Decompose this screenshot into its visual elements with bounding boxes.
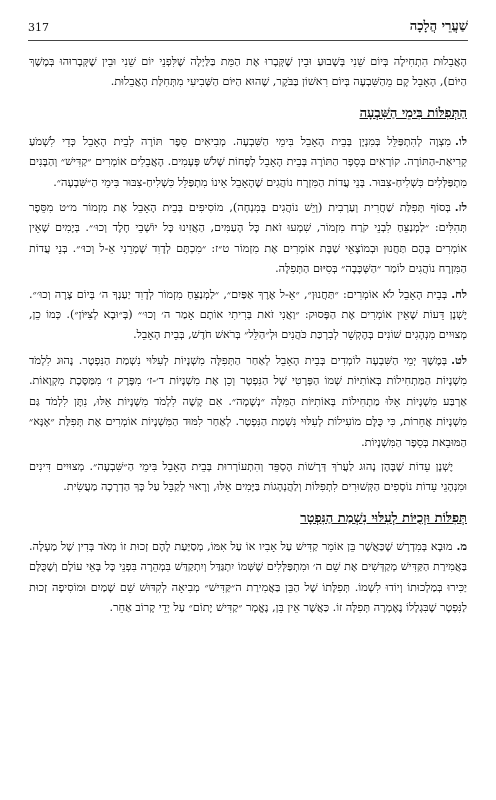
paragraph-text: בְּמֶשֶׁךְ יְמֵי הַשִּׁבְעָה לוֹמְדִים בְּבֵית הָאָבֵל לְאַחַר הַתְּפִלָּה מִשְׁנָיוֹת לְעִלּוּי נִשְׁמַת הַנִּפְטָר. נָהוּג לִלְמֹד מִשְׁנָיוֹת הַמַּתְחִילוֹת בְּאוֹתִיּוֹת שְׁמוֹ הַפְּרָטִי שֶׁל הַנִּפְטָר וְכֵן אֶת מִשְׁנָיוֹת ד׳-ז׳ מִפֶּרֶק ז׳ מִמַּסֶּכֶת מִקְוָאוֹת. אַרְבַּע מִשְׁנָיוֹת אֵלּוּ מַתְחִילוֹת בְּאוֹתִיּוֹת הַמִּלָּה ״נְשָׁמָה״. אִם קָשֶׁה לִלְמֹד מִשְׁנָיוֹת אֵלּוּ, נִתָּן לִלְמֹד גַּם מִשְׁנָיוֹת אֲחֵרוֹת, כִּי כֻּלָּם מוֹעִילוֹת לְעִלּוּי נִשְׁמַת הַנִּפְטָר. לְאַחַר לִמּוּד הַמִּשְׁנָיוֹת אוֹמְרִים אֶת תְּפִלַּת ״אָנָּא״ הַמּוּבֵאת בְּסֵפֶר הַמִּשְׁנָיוֹת. bbox=[29, 353, 467, 449]
page-body bbox=[29, 52, 467, 622]
paragraph-number: לט. bbox=[451, 352, 467, 367]
paragraph-number: מ. bbox=[456, 538, 467, 553]
paragraph bbox=[29, 197, 467, 280]
paragraph-text: בְּבֵית הָאָבֵל לֹא אוֹמְרִים: ״תַּחֲנוּן״, ״אֵ-ל אֶרֶךְ אַפַּיִם״, ״לַמְנַצֵּחַ מִזְמוֹר לְדָוִד יַעַנְךָ ה׳ בְּיוֹם צָרָה וְכוּ׳״. יֶשְׁנָן דֵּעוֹת שֶׁאֵין אוֹמְרִים אֶת הַפָּסוּק: ״וַאֲנִי זֹאת בְּרִיתִי אוֹתָם אָמַר ה׳ וְכוּ׳״ (בְּ״וּבָא לְצִיּוֹן״). כְּמוֹ כֵן, מְצוּיִים מִנְהָגִים שׁוֹנִים בְּהֶקְשֵׁר לְבִרְכַּת כֹּהֲנִים וּלְ״הַלֵּל״ בְּרֹאשׁ חֹדֶשׁ, בְּבֵית הָאָבֵל. bbox=[29, 287, 467, 342]
paragraph bbox=[29, 536, 467, 619]
paragraph bbox=[29, 284, 467, 346]
paragraph-number: לז. bbox=[454, 200, 467, 215]
paragraph-text: מוּבָא בְּמִדְרָשׁ שֶׁכַּאֲשֶׁר בֵּן אוֹמֵר קַדִּישׁ עַל אָבִיו אוֹ עַל אִמּוֹ, מְסַיַּעַת לָהֶם זְכוּת זוֹ מְאֹד בְּדִין שֶׁל מַעְלָה. בַּאֲמִירַת הַקַּדִּישׁ מְקַדְּשִׁים אֶת שֵׁם ה׳ וּמִתְפַּלְּלִים שֶׁשְּׁמוֹ יִתְגַּדַּל וְיִתְקַדַּשׁ בִּמְהֵרָה בִּפְנֵי כָּל בָּאֵי עוֹלָם וְשֶׁכֻּלָּם יַכִּירוּ בְּמַלְכוּתוֹ וְיוֹדוּ לִשְׁמוֹ. תְּפִלָּתוֹ שֶׁל הַבֵּן בַּאֲמִירַת ה״קַּדִּישׁ״ מְבִיאָה לְקִדּוּשׁ שֵׁם שָׁמַיִם וּמוֹסִיפָה זְכוּת לַנִּפְטָר שֶׁבִּגְלָלוֹ נֶאֶמְרָה תְּפִלָּה זוֹ. כַּאֲשֶׁר אֵין בֵּן, נֶאֱמָר ״קַדִּישׁ יָתוֹם״ עַל יְדֵי קָרוֹב אַחֵר. bbox=[29, 539, 467, 614]
running-title: שַׁעֲרֵי הֲלָכָה bbox=[409, 19, 468, 34]
paragraph-text: בְּסוֹף תְּפִלַּת שַׁחֲרִית וְעַרְבִית (וְיֵשׁ נוֹהֲגִים בְּמִנְחָה), מוֹסִיפִים בְּבֵית הָאָבֵל אֶת מִזְמוֹר מ״ט מִסֵּפֶר תְּהִלִּים: ״לַמְנַצֵּחַ לִבְנֵי קֹרַח מִזְמוֹר, שִׁמְעוּ זֹאת כָּל הָעַמִּים, הַאֲזִינוּ כָּל יוֹשְׁבֵי חָלֶד וְכוּ׳״. בְּיָמִים שֶׁאֵין אוֹמְרִים בָּהֶם תַּחֲנוּן וּבְמוֹצָאֵי שַׁבָּת אוֹמְרִים אֶת מִזְמוֹר ט״ז: ״מִכְתָּם לְדָוִד שָׁמְרֵנִי אֵ-ל וְכוּ׳״. בְּנֵי עֲדוֹת הַמִּזְרָח נוֹהֲגִים לוֹמַר ״הַשְּׁכָּבָה״ בְּסִיּוּם הַתְּפִלָּה. bbox=[29, 201, 467, 276]
page-header bbox=[28, 18, 468, 41]
paragraph bbox=[29, 457, 467, 498]
paragraph-text: מִצְוָה לְהִתְפַּלֵּל בְּמִנְיָן בְּבֵית הָאָבֵל בִּימֵי הַשִּׁבְעָה. מְבִיאִים סֵפֶר תּוֹרָה לְבֵית הָאָבֵל כְּדֵי לִשְׁמֹעַ קְרִיאַת-הַתּוֹרָה. קוֹרְאִים בְּסֵפֶר הַתּוֹרָה בְּבֵית הָאָבֵל לְפָחוֹת שָׁלֹשׁ פְּעָמִים. הָאֲבֵלִים אוֹמְרִים ״קַדִּישׁ״ וְהַבָּנִים מִתְפַּלְּלִים כִּשְׁלִיחַ-צִבּוּר. בְּנֵי עֲדוֹת הַמִּזְרָח נוֹהֲגִים שֶׁהָאָבֵל אֵינוֹ מִתְפַּלֵּל כִּשְׁלִיחַ-צִבּוּר בִּימֵי הַ״שִּׁבְעָה״. bbox=[29, 134, 467, 189]
paragraph bbox=[29, 131, 467, 193]
paragraph-number: לח. bbox=[451, 286, 467, 301]
paragraph bbox=[29, 350, 467, 453]
paragraph-number: לו. bbox=[455, 133, 467, 148]
paragraph-text: הָאֲבֵלוּת הִתְחִילָה בְּיוֹם שֵׁנִי בְּשָׁבוּעַ וּבֵין שֶׁקְּבָרוּ אֶת הַמֵּת בַּלַּיְלָה שֶׁלִּפְנֵי יוֹם שֵׁנִי וּבֵין שֶׁקְּבָרוּהוּ בְּמֶשֶׁךְ הַיּוֹם), הָאָבֵל קָם מֵהַשִּׁבְעָה בְּיוֹם רִאשׁוֹן בַּבֹּקֶר, שֶׁהוּא הַיּוֹם הַשְּׁבִיעִי מִתְּחִלַּת הָאֲבֵלוּת. bbox=[29, 55, 467, 89]
section-heading: הַתְּפִלּוֹת בִּימֵי הַשִּׁבְעָה bbox=[359, 105, 467, 121]
paragraph-text: יֶשְׁנָן עֵדוֹת שֶׁבָּהֶן נָהוּג לַעֲרֹךְ דְּרָשׁוֹת הֶסְפֵּד וְהִתְעוֹרְרוּת בְּבֵית הָאָבֵל בִּימֵי הַ״שִּׁבְעָה״. מְצוּיִים דִּינִים וּמִנְהָגֵי עֵדוֹת נוֹסָפִים הַקְּשׁוּרִים לִתְפִלּוֹת וְלַהֲנְהָגוֹת בַּיָּמִים אֵלּוּ, וְרָאוּי לְקַבֵּל עַל כָּךְ הַדְרָכָה מַעֲשִׂית. bbox=[29, 459, 467, 494]
paragraph bbox=[29, 52, 467, 93]
section-heading: תְּפִלּוֹת וּזְכֻיּוֹת לְעִלּוּי נִשְׁמַת הַנִּפְטָר bbox=[300, 510, 467, 526]
page-number: 317 bbox=[28, 21, 49, 34]
